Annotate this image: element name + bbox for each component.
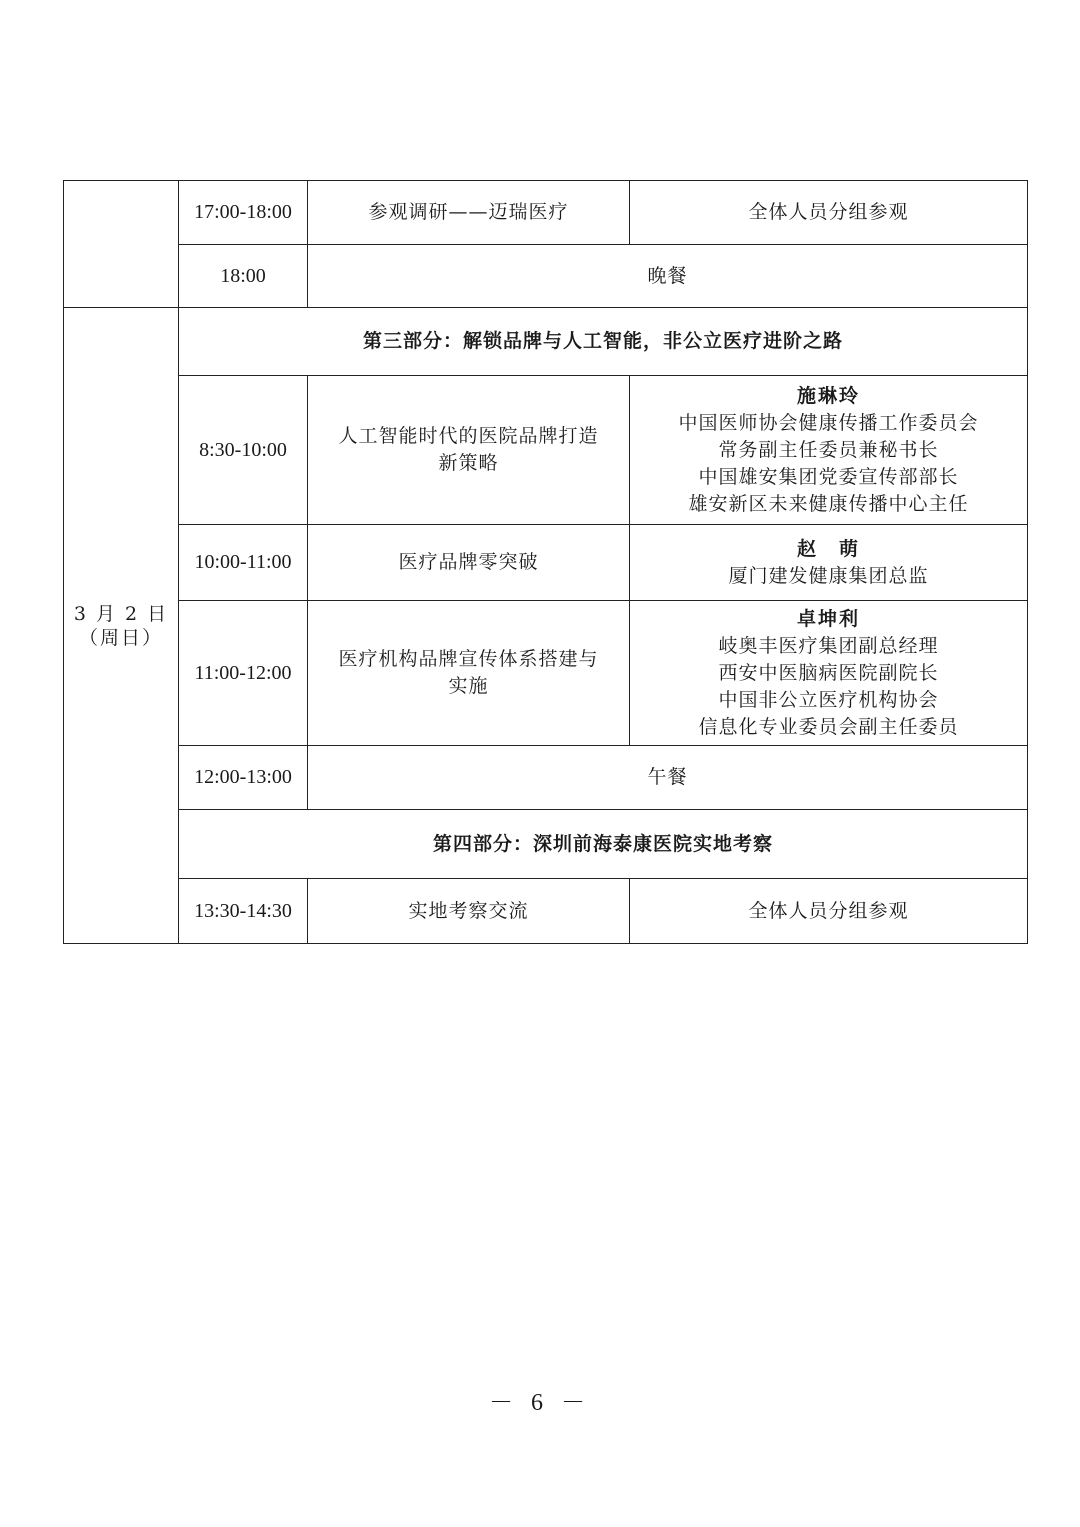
time-cell: 12:00-13:00 <box>179 746 308 810</box>
time-cell: 17:00-18:00 <box>179 181 308 245</box>
speaker-title: 雄安新区未来健康传播中心主任 <box>688 492 969 515</box>
speaker-name: 赵 萌 <box>796 537 860 560</box>
time-cell: 8:30-10:00 <box>179 376 308 525</box>
table-row <box>64 181 1028 245</box>
topic-cell: 参观调研——迈瑞医疗 <box>308 181 630 245</box>
topic-line: 人工智能时代的医院品牌打造 <box>338 425 599 447</box>
time-cell: 13:30-14:30 <box>179 879 308 944</box>
topic-line: 医疗机构品牌宣传体系搭建与 <box>338 648 599 670</box>
table-row <box>64 376 1028 525</box>
topic-cell: 医疗品牌零突破 <box>308 525 630 601</box>
speaker-name: 卓坤利 <box>796 607 860 630</box>
speaker-title: 中国雄安集团党委宣传部部长 <box>698 465 959 488</box>
speaker-title: 中国非公立医疗机构协会 <box>718 688 939 711</box>
table-row <box>64 525 1028 601</box>
topic-line: 实施 <box>448 675 489 697</box>
schedule-table <box>63 180 1028 944</box>
activity-cell: 午餐 <box>308 746 1028 810</box>
table-row <box>64 245 1028 308</box>
table-row <box>64 746 1028 810</box>
time-cell: 11:00-12:00 <box>179 601 308 746</box>
date-cell-empty <box>64 181 179 308</box>
section-title: 第三部分：解锁品牌与人工智能，非公立医疗进阶之路 <box>179 308 1028 376</box>
topic-cell <box>308 376 630 525</box>
speaker-title: 厦门建发健康集团总监 <box>728 564 929 587</box>
speaker-title: 常务副主任委员兼秘书长 <box>718 438 939 461</box>
table-row <box>64 810 1028 879</box>
table-row <box>64 308 1028 376</box>
section-title: 第四部分：深圳前海泰康医院实地考察 <box>179 810 1028 879</box>
speaker-title: 岐奥丰医疗集团副总经理 <box>718 634 939 657</box>
activity-cell: 晚餐 <box>308 245 1028 308</box>
speaker-cell <box>630 376 1028 525</box>
speaker-title: 中国医师协会健康传播工作委员会 <box>678 411 979 434</box>
speaker-cell <box>630 601 1028 746</box>
speaker-title: 西安中医脑病医院副院长 <box>718 661 939 684</box>
time-cell: 10:00-11:00 <box>179 525 308 601</box>
topic-cell: 实地考察交流 <box>308 879 630 944</box>
speaker-cell: 全体人员分组参观 <box>630 879 1028 944</box>
time-cell: 18:00 <box>179 245 308 308</box>
speaker-cell: 全体人员分组参观 <box>630 181 1028 245</box>
speaker-title: 信息化专业委员会副主任委员 <box>698 715 959 738</box>
table-row <box>64 879 1028 944</box>
speaker-name: 施琳玲 <box>796 384 860 407</box>
date-day: 3 月 2 日 <box>73 602 169 625</box>
date-cell <box>64 308 179 944</box>
table-row <box>64 601 1028 746</box>
speaker-cell <box>630 525 1028 601</box>
topic-line: 新策略 <box>438 452 499 474</box>
date-weekday: （周日） <box>78 626 163 649</box>
page-number: － 6 － <box>489 1390 591 1416</box>
topic-cell <box>308 601 630 746</box>
